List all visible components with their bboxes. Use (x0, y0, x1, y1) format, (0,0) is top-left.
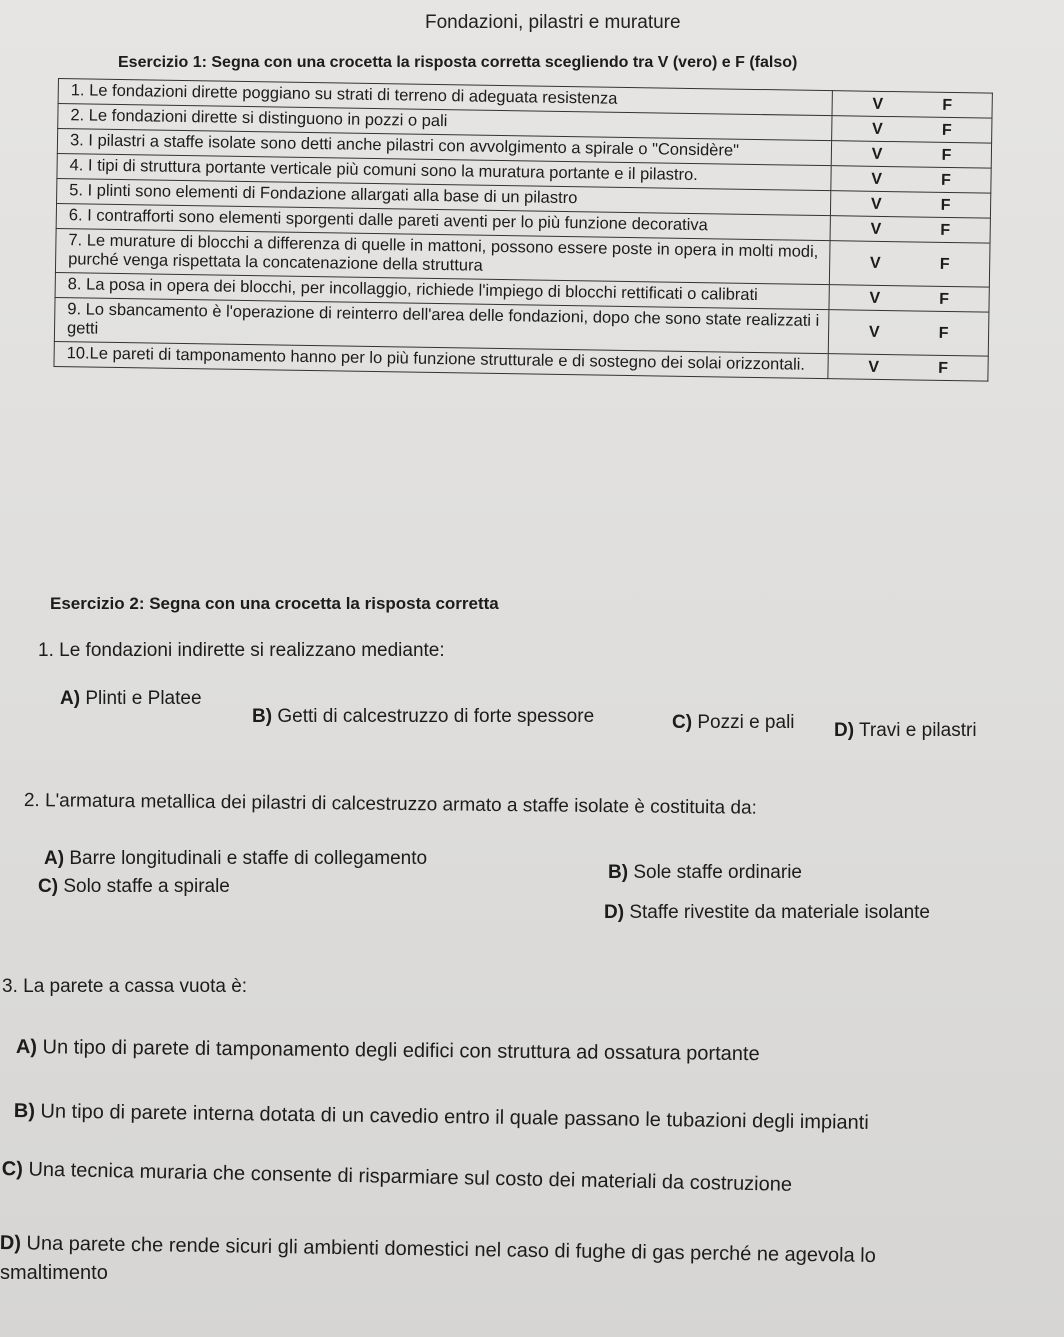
option-text: Una tecnica muraria che consente di risparmiare sul costo dei materiali da costruzione (28, 1158, 793, 1196)
true-option[interactable]: V (869, 289, 881, 307)
q2-option-a[interactable] (44, 848, 427, 870)
false-option[interactable]: F (940, 221, 951, 239)
statement-text: 5. I plinti sono elementi di Fondazione allargati alla base di un pilastro (57, 178, 832, 215)
option-text: Sole staffe ordinarie (633, 862, 802, 883)
option-text: Un tipo di parete di tamponamento degli edifici con struttura ad ossatura portante (42, 1036, 760, 1066)
question-1-text: 1. Le fondazioni indirette si realizzano mediante: (38, 640, 445, 661)
true-option[interactable]: V (871, 145, 883, 163)
page-title: Fondazioni, pilastri e murature (425, 12, 681, 33)
option-text: Travi e pilastri (859, 720, 977, 741)
true-false-cell (830, 216, 990, 244)
true-option[interactable]: V (871, 120, 883, 138)
false-option[interactable]: F (938, 359, 949, 377)
statement-text: 7. Le murature di blocchi a differenza di quelle in mattoni, possono essere poste in opera in molti modi, purché venga rispettata la concatenazione della struttura (55, 228, 830, 284)
statement-text: 1. Le fondazioni dirette poggiano su strati di terreno di adeguata resistenza (58, 79, 833, 116)
exercise1-title: Esercizio 1: Segna con una crocetta la risposta corretta scegliendo tra V (vero) e F (falso) (118, 54, 798, 71)
option-letter: B) (252, 706, 273, 727)
option-letter: C) (672, 712, 693, 733)
q2-option-b[interactable] (608, 862, 802, 884)
option-letter: D) (604, 902, 625, 923)
q1-option-d[interactable] (834, 720, 977, 742)
option-text: Un tipo di parete interna dotata di un cavedio entro il quale passano le tubazioni degli impianti (40, 1100, 869, 1134)
option-letter: C) (38, 876, 59, 897)
option-text: Barre longitudinali e staffe di collegamento (69, 848, 428, 869)
true-false-cell (828, 354, 988, 382)
q3-option-d-continuation: smaltimento (0, 1262, 108, 1284)
false-option[interactable]: F (940, 196, 951, 214)
true-option[interactable]: V (869, 254, 881, 272)
option-letter: B) (608, 862, 629, 883)
true-false-cell (829, 285, 989, 313)
false-option[interactable]: F (941, 146, 952, 164)
true-option[interactable]: V (868, 323, 880, 341)
true-option[interactable]: V (871, 170, 883, 188)
false-option[interactable]: F (939, 290, 950, 308)
option-letter: C) (1, 1158, 24, 1181)
q2-option-c[interactable] (38, 876, 230, 898)
q1-option-b[interactable] (252, 706, 594, 728)
true-false-cell (829, 310, 989, 357)
option-text: Getti di calcestruzzo di forte spessore (277, 706, 595, 727)
q1-option-a[interactable] (60, 688, 202, 710)
statement-text: 4. I tipi di struttura portante verticale più comuni sono la muratura portante e il pilastro. (57, 153, 832, 190)
true-option[interactable]: V (872, 95, 884, 113)
question-2-text: 2. L'armatura metallica dei pilastri di calcestruzzo armato a staffe isolate è costituita da: (23, 790, 757, 819)
option-letter: A) (15, 1036, 38, 1059)
true-option[interactable]: V (870, 195, 882, 213)
false-option[interactable]: F (939, 255, 950, 274)
false-option[interactable]: F (941, 121, 952, 139)
question-3-text: 3. La parete a cassa vuota è: (2, 976, 248, 997)
statement-text: 10.Le pareti di tamponamento hanno per lo più funzione strutturale e di sostegno dei solai orizzontali. (54, 341, 829, 378)
false-option[interactable]: F (942, 96, 953, 114)
true-false-table (53, 78, 992, 382)
option-letter: D) (0, 1232, 22, 1255)
option-text: Una parete che rende sicuri gli ambienti domestici nel caso di fughe di gas perché ne agevola lo (26, 1232, 876, 1267)
true-false-cell (831, 141, 991, 169)
q2-option-d[interactable] (604, 902, 930, 924)
option-text: Solo staffe a spirale (63, 876, 230, 897)
true-false-cell (832, 91, 992, 119)
statement-text: 3. I pilastri a staffe isolate sono detti anche pilastri con avvolgimento a spirale o "Considère" (57, 129, 832, 166)
option-text: Staffe rivestite da materiale isolante (629, 902, 930, 923)
true-option[interactable]: V (870, 220, 882, 238)
option-text: Plinti e Platee (85, 688, 202, 709)
exercise2-title: Esercizio 2: Segna con una crocetta la risposta corretta (50, 594, 499, 613)
q1-option-c[interactable] (672, 712, 795, 734)
statement-text: 9. Lo sbancamento è l'operazione di reinterro dell'area delle fondazioni, dopo che sono state realizzati i getti (54, 297, 829, 353)
true-false-cell (831, 191, 991, 219)
false-option[interactable]: F (941, 171, 952, 189)
true-false-cell (831, 166, 991, 194)
false-option[interactable]: F (938, 324, 949, 343)
option-letter: B) (13, 1100, 36, 1123)
option-letter: A) (44, 848, 65, 869)
statement-text: 2. Le fondazioni dirette si distinguono in pozzi o pali (58, 104, 833, 141)
option-letter: D) (834, 720, 855, 741)
statement-text: 6. I contrafforti sono elementi sporgenti dalle pareti aventi per lo più funzione decorativa (56, 203, 831, 240)
option-text: Pozzi e pali (697, 712, 795, 733)
true-false-cell (832, 116, 992, 144)
true-false-cell (830, 241, 990, 288)
statement-text: 8. La posa in opera dei blocchi, per incollaggio, richiede l'impiego di blocchi rettificati o calibrati (55, 272, 830, 309)
true-option[interactable]: V (868, 358, 880, 376)
option-letter: A) (60, 688, 81, 709)
